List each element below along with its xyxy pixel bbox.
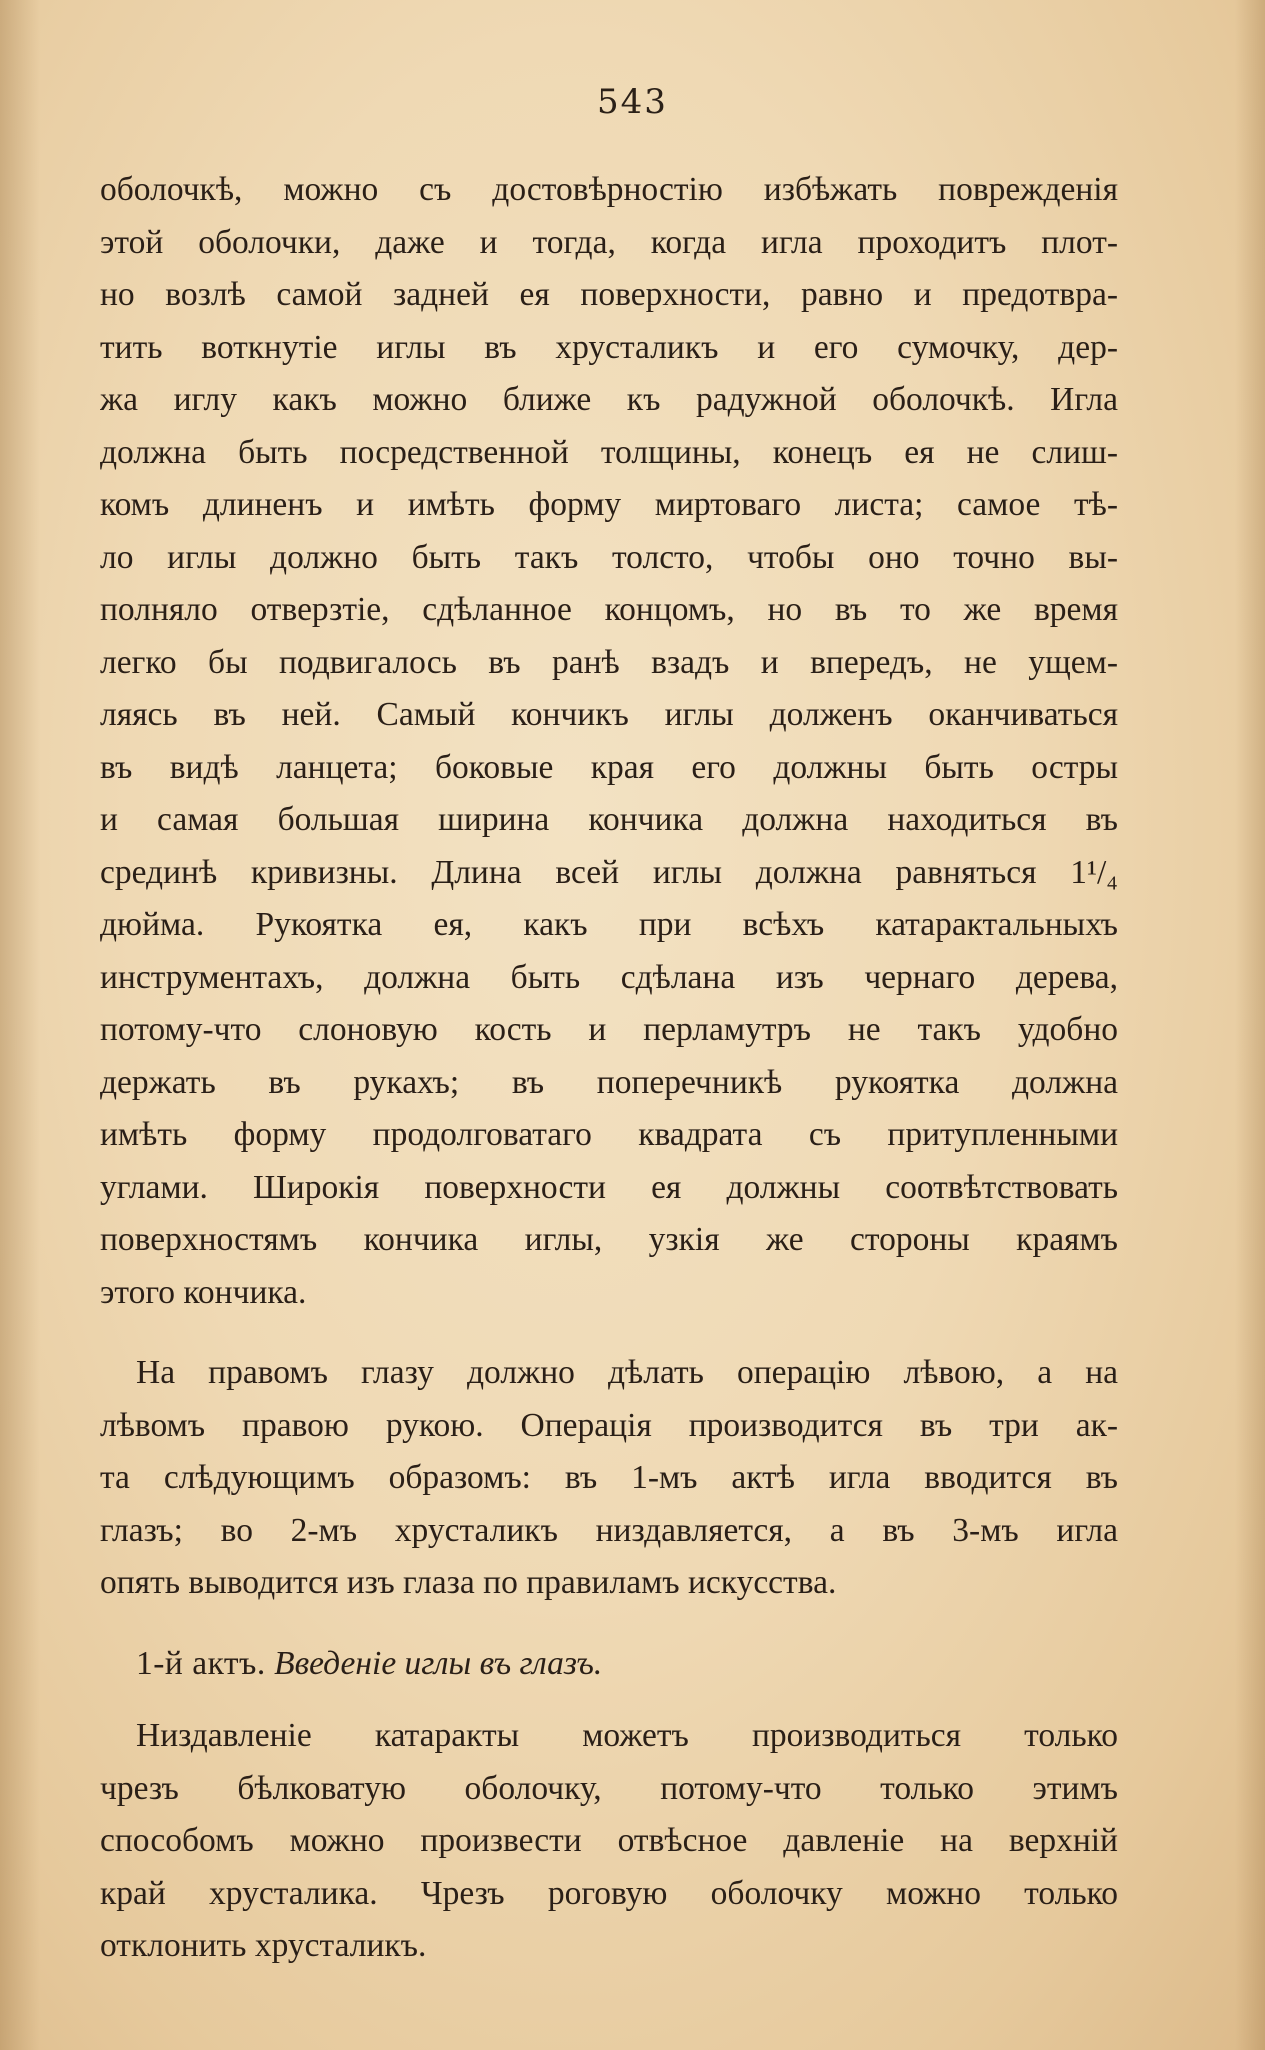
text-line: тить воткнутіе иглы въ хрусталикъ и его сумочку, дер- [100,328,1118,366]
heading-line [100,1638,1118,1691]
text-line: этого кончика. [100,1273,307,1311]
text-line: инструментахъ, должна быть сдѣлана изъ чернаго дерева, [100,958,1118,996]
text-line: способомъ можно произвести отвѣсное давленіе на верхній [100,1822,1118,1859]
text-line: Низдавленіе катаракты можетъ производиться только [136,1717,1118,1754]
text-line: этой оболочки, даже и тогда, когда игла проходитъ плот- [100,223,1118,261]
paragraph-gap [100,1319,1118,1347]
text-line: та слѣдующимъ образомъ: въ 1-мъ актѣ игла вводится въ [100,1459,1118,1496]
text-line: имѣть форму продолговатаго квадрата съ притупленными [100,1116,1118,1153]
paragraph-gap [100,1610,1118,1638]
text-line: На правомъ глазу должно дѣлать операцію лѣвою, а на [136,1354,1118,1391]
page-number: 543 [597,82,668,122]
text-line: комъ длиненъ и имѣть форму миртоваго листа; самое тѣ- [100,486,1118,523]
text-line: срединѣ кривизны. Длина всей иглы должна равняться 1¹/₄ [100,853,1118,891]
text-line: должна быть посредственной толщины, конецъ ея не слиш- [100,433,1118,471]
text-line: и самая большая ширина кончика должна находиться въ [100,801,1118,838]
paragraph-gap [100,1690,1118,1710]
text-line: оболочкѣ, можно съ достовѣрностію избѣжать поврежденія [100,171,1118,208]
text-line: ло иглы должно быть такъ толсто, чтобы оно точно вы- [100,538,1118,576]
text-line: потому-что слоновую кость и перламутръ не такъ удобно [100,1011,1118,1048]
text-line: дюйма. Рукоятка ея, какъ при всѣхъ катарактальныхъ [100,906,1118,943]
text-line: ляясь въ ней. Самый кончикъ иглы долженъ оканчиваться [100,696,1118,733]
page-text [100,164,1118,1973]
text-line: глазъ; во 2-мъ хрусталикъ низдавляется, а въ 3-мъ игла [100,1511,1118,1549]
text-line: опять выводится изъ глаза по правиламъ искусства. [100,1564,837,1601]
heading-title: Введеніе иглы въ глазъ. [274,1644,603,1682]
text-line: чрезъ бѣлковатую оболочку, потому-что только этимъ [100,1769,1118,1807]
text-line: лѣвомъ правою рукою. Операція производится въ три ак- [100,1406,1118,1444]
section-heading [100,1638,1118,1691]
paragraph-3 [100,1710,1118,1973]
text-line: въ видѣ ланцета; боковые края его должны быть остры [100,748,1118,786]
text-line: углами. Широкія поверхности ея должны соотвѣтствовать [100,1168,1118,1206]
paragraph-2 [100,1347,1118,1610]
text-line: легко бы подвигалось въ ранѣ взадъ и впередъ, не ущем- [100,643,1118,681]
text-line: держать въ рукахъ; въ поперечникѣ рукоятка должна [100,1063,1118,1101]
text-line: отклонить хрусталикъ. [100,1927,427,1964]
text-line: полняло отверзтіе, сдѣланное концомъ, но въ то же время [100,591,1118,628]
text-line: жа иглу какъ можно ближе къ радужной оболочкѣ. Игла [100,381,1118,418]
text-line: но возлѣ самой задней ея поверхности, равно и предотвра- [100,276,1118,313]
paragraph-1 [100,164,1118,1319]
heading-number: 1-й актъ. [136,1644,266,1682]
text-line: поверхностямъ кончика иглы, узкія же стороны краямъ [100,1221,1118,1258]
text-line: край хрусталика. Чрезъ роговую оболочку можно только [100,1874,1118,1912]
